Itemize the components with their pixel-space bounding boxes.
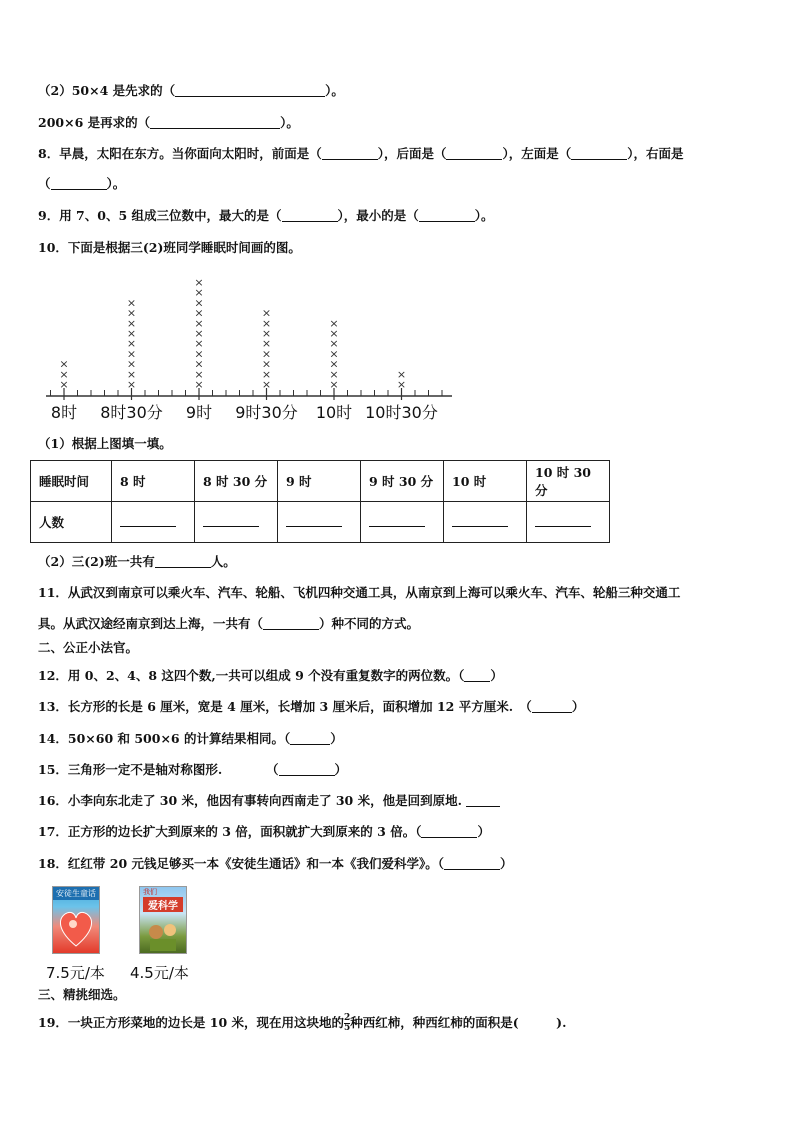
data-mark-x: ×	[126, 367, 137, 381]
question-13	[38, 699, 584, 715]
table-header-cell: 睡眠时间	[31, 461, 112, 502]
answer-blank[interactable]	[464, 669, 490, 682]
q11-text: 具。从武汉途经南京到达上海，一共有（	[38, 616, 264, 631]
data-mark-x: ×	[396, 378, 407, 391]
data-mark-x: ×	[329, 327, 339, 340]
q15-text: 15．三角形一定不是轴对称图形. （	[38, 762, 279, 777]
q7-part2-line2	[38, 115, 299, 131]
table-row-label: 人数	[31, 502, 112, 543]
data-mark-x: ×	[261, 327, 272, 340]
table-header-cell: 8 时	[112, 461, 195, 502]
question-12	[38, 668, 503, 684]
heart-figure-icon	[53, 900, 99, 952]
q9-text: 9．用 7、0、5 组成三位数中，最大的是（	[38, 208, 282, 223]
q14-text: 14．50×60 和 500×6 的计算结果相同。（	[38, 731, 291, 746]
data-mark-x: ×	[126, 378, 137, 391]
q10-part2	[38, 554, 236, 570]
data-mark-x: ×	[194, 378, 204, 391]
q9-text: ），最小的是（	[337, 208, 419, 223]
tick-label: 10时	[315, 403, 353, 422]
data-mark-x: ×	[59, 367, 69, 381]
answer-blank[interactable]	[322, 147, 378, 160]
data-mark-x: ×	[329, 378, 339, 391]
book-cover-top: 我们	[143, 888, 157, 896]
table-answer-cell[interactable]	[527, 502, 610, 543]
q7-part2-line2-end: ）。	[280, 115, 299, 130]
answer-blank[interactable]	[419, 209, 475, 222]
book-cover-science	[139, 886, 187, 954]
table-header-cell: 8 时 30 分	[195, 461, 278, 502]
q11-text: ）种不同的方式。	[319, 616, 420, 631]
data-mark-x: ×	[194, 306, 204, 320]
q14-text: ）	[330, 731, 343, 746]
data-mark-x: ×	[194, 337, 204, 351]
data-mark-x: ×	[261, 316, 272, 330]
table-header-cell: 10 时 30 分	[527, 461, 610, 502]
data-mark-x: ×	[59, 357, 69, 371]
q19-text: 19．一块正方形菜地的边长是 10 米，现在用这块地的	[38, 1015, 344, 1030]
book-price: 7.5元/本	[46, 964, 105, 982]
book-cover-title: 爱科学	[143, 897, 183, 912]
q19-text: 种西红柿，种西红柿的面积是( ).	[350, 1015, 567, 1030]
q8-text: ），右面是	[627, 146, 684, 161]
data-mark-x: ×	[329, 367, 339, 381]
data-mark-x: ×	[261, 306, 272, 320]
data-mark-x: ×	[329, 357, 339, 371]
q15-text: ）	[334, 762, 348, 777]
data-mark-x: ×	[126, 296, 137, 310]
data-mark-x: ×	[329, 337, 339, 351]
data-mark-x: ×	[59, 378, 69, 391]
question-18	[38, 856, 513, 872]
q7-part2-line2-text: 200×6 是再求的（	[38, 115, 151, 130]
sleep-time-table	[30, 460, 610, 543]
data-mark-x: ×	[329, 347, 339, 361]
q7-part2-text: （2）50×4 是先求的（	[38, 83, 176, 98]
data-mark-x: ×	[126, 337, 137, 351]
question-10-title: 10．下面是根据三(2)班同学睡眠时间画的图。	[38, 240, 301, 255]
data-mark-x: ×	[194, 276, 204, 289]
question-8-line2	[38, 176, 125, 192]
table-answer-cell[interactable]	[195, 502, 278, 543]
data-mark-x: ×	[194, 357, 204, 371]
question-11-line2	[38, 616, 419, 632]
table-answer-cell[interactable]	[361, 502, 444, 543]
q12-text: 12．用 0、2、4、8 这四个数,一共可以组成 9 个没有重复数字的两位数。（	[38, 668, 465, 683]
data-mark-x: ×	[126, 306, 137, 320]
q18-text: 18．红红带 20 元钱足够买一本《安徒生通话》和一本《我们爱科学》。（	[38, 856, 444, 871]
data-mark-x: ×	[261, 367, 272, 381]
q10-part2-text: （2）三(2)班一共有	[38, 554, 155, 569]
table-header-row	[31, 461, 610, 502]
q8-text: ）。	[106, 176, 126, 191]
q18-text: ）	[500, 856, 513, 871]
question-9	[38, 208, 494, 224]
q8-text: 8．早晨，太阳在东方。当你面向太阳时，前面是（	[38, 146, 322, 161]
answer-blank[interactable]	[175, 84, 325, 97]
table-row	[31, 502, 610, 543]
tick-label: 8时30分	[100, 403, 163, 422]
q10-fill-prompt: （1）根据上图填一填。	[38, 436, 172, 451]
book-cover-andersen	[52, 886, 100, 954]
answer-blank[interactable]	[571, 147, 627, 160]
q13-text: ）	[571, 699, 585, 714]
data-mark-x: ×	[261, 347, 272, 361]
fraction-denominator: 5	[344, 1023, 351, 1033]
data-mark-x: ×	[126, 357, 137, 371]
table-header-cell: 9 时 30 分	[361, 461, 444, 502]
answer-blank[interactable]	[532, 700, 572, 713]
tick-label: 9时30分	[235, 403, 298, 422]
answer-blank[interactable]	[155, 555, 211, 568]
q12-text: ）	[490, 668, 503, 683]
table-header-cell: 9 时	[278, 461, 361, 502]
answer-blank[interactable]	[466, 794, 500, 807]
question-16	[38, 793, 500, 809]
table-answer-cell[interactable]	[278, 502, 361, 543]
q13-text: 13．长方形的长是 6 厘米，宽是 4 厘米，长增加 3 厘米后，面积增加 12 平方厘米. （	[38, 699, 532, 714]
question-19	[38, 1014, 566, 1033]
answer-blank[interactable]	[290, 732, 330, 745]
question-8	[38, 146, 684, 162]
q8-text: ），左面是（	[502, 146, 572, 161]
section-3-heading: 三、精挑细选。	[38, 987, 126, 1002]
question-11-line1: 11．从武汉到南京可以乘火车、汽车、轮船、飞机四种交通工具，从南京到上海可以乘火车、汽车、轮船三种交通工	[38, 585, 681, 600]
answer-blank[interactable]	[279, 763, 335, 776]
data-mark-x: ×	[261, 357, 272, 371]
table-answer-cell[interactable]	[112, 502, 195, 543]
q17-text: ）	[477, 824, 490, 839]
answer-blank[interactable]	[51, 177, 107, 190]
tick-label: 8时	[50, 403, 78, 422]
data-mark-x: ×	[194, 327, 204, 340]
data-mark-x: ×	[329, 316, 339, 330]
tick-label: 9时	[185, 403, 213, 422]
data-mark-x: ×	[194, 316, 204, 330]
sleep-time-dot-plot	[40, 268, 460, 428]
data-mark-x: ×	[194, 347, 204, 361]
data-mark-x: ×	[194, 296, 204, 310]
cartoon-characters-icon	[140, 912, 186, 954]
book-cover-title: 安徒生童话	[53, 887, 99, 900]
data-mark-x: ×	[194, 367, 204, 381]
table-header-cell: 10 时	[444, 461, 527, 502]
q16-text: 16．小李向东北走了 30 米，他因有事转向西南走了 30 米，他是回到原地.	[38, 793, 462, 808]
question-15	[38, 762, 347, 778]
data-mark-x: ×	[396, 367, 407, 381]
question-17	[38, 824, 490, 840]
answer-blank[interactable]	[263, 617, 319, 630]
q8-text: （	[38, 176, 51, 191]
q8-text: ），后面是（	[377, 146, 447, 161]
data-mark-x: ×	[261, 378, 272, 391]
data-mark-x: ×	[126, 327, 137, 340]
table-answer-cell[interactable]	[444, 502, 527, 543]
answer-blank[interactable]	[421, 825, 477, 838]
q17-text: 17．正方形的边长扩大到原来的 3 倍，面积就扩大到原来的 3 倍。（	[38, 824, 422, 839]
data-mark-x: ×	[126, 347, 137, 361]
data-mark-x: ×	[126, 316, 137, 330]
q7-part2-line1	[38, 83, 344, 99]
answer-blank[interactable]	[282, 209, 338, 222]
q9-text: ）。	[474, 208, 494, 223]
q7-part2-end: ）。	[325, 83, 344, 98]
section-2-heading: 二、公正小法官。	[38, 640, 139, 655]
tick-label: 10时30分	[365, 403, 438, 422]
fraction-numerator: 2	[344, 1013, 351, 1023]
q10-part2-end: 人。	[210, 554, 236, 569]
answer-blank[interactable]	[150, 116, 280, 129]
question-14	[38, 731, 343, 747]
data-mark-x: ×	[194, 286, 204, 300]
answer-blank[interactable]	[446, 147, 502, 160]
data-mark-x: ×	[261, 337, 272, 351]
book-price: 4.5元/本	[130, 964, 189, 982]
answer-blank[interactable]	[444, 857, 500, 870]
